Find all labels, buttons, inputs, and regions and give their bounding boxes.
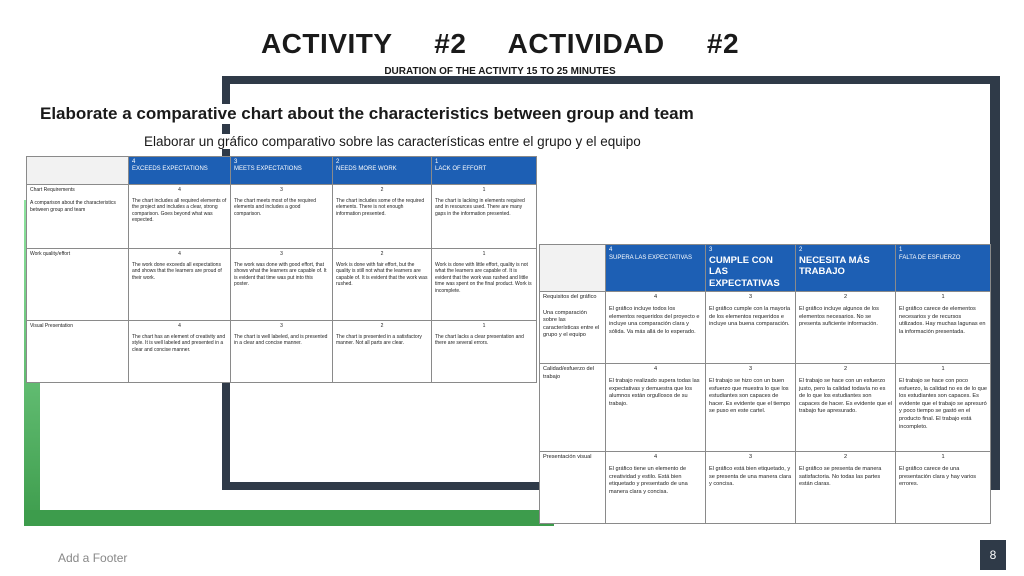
table-row: [540, 292, 991, 364]
table-header-row: [27, 157, 537, 185]
score-cell: 2 El gráfico se presenta de manera satisfactoria. No todas las partes están claras.: [796, 452, 896, 524]
instruction-english: Elaborate a comparative chart about the characteristics between group and team: [40, 104, 700, 124]
score-cell: 1 El gráfico carece de una presentación clara y hay varios errores.: [896, 452, 991, 524]
score-cell: 1 Work is done with little effort, quality is not what the learners are capable of. It is evident that the work was rushed and little time was spent on the final product. Work is incomplete.: [432, 249, 537, 321]
score-cell: 4 The chart includes all required elements of the project and includes a clear, strong comparison. Goes beyond what was expected.: [129, 185, 231, 249]
header-cell: 2 NEEDS MORE WORK: [333, 157, 432, 185]
criterion-cell: Work quality/effort: [27, 249, 129, 321]
header-cell: 4 SUPERA LAS EXPECTATIVAS: [606, 245, 706, 292]
header-cell: 3 MEETS EXPECTATIONS: [231, 157, 333, 185]
table-row: [27, 249, 537, 321]
score-cell: 3 The chart meets most of the required elements and includes a good comparison.: [231, 185, 333, 249]
score-cell: 4 The chart has an element of creativity and style. It is well labeled and presented in a clear and concise manner.: [129, 321, 231, 383]
criterion-cell: Calidad/esfuerzo del trabajo: [540, 364, 606, 452]
header-cell: 1 FALTA DE ESFUERZO: [896, 245, 991, 292]
header-cell: 1 LACK OF EFFORT: [432, 157, 537, 185]
header-cell: 2 NECESITA MÁS TRABAJO: [796, 245, 896, 292]
score-cell: 3 El gráfico está bien etiquetado, y se presenta de una manera clara y concisa.: [706, 452, 796, 524]
score-cell: 1 The chart is lacking in elements required and in resources used. There are many gaps in the information presented.: [432, 185, 537, 249]
score-cell: 3 El trabajo se hizo con un buen esfuerzo que muestra lo que los estudiantes son capaces de hacer. Es evidente que el tiempo se puso en este cartel.: [706, 364, 796, 452]
score-cell: 1 El gráfico carece de elementos necesarios y de recursos utilizados. Hay muchas lagunas en la información presentada.: [896, 292, 991, 364]
criterion-cell: Presentación visual: [540, 452, 606, 524]
score-cell: 4 El trabajo realizado supera todas las expectativas y demuestra que los alumnos están orgullosos de su trabajo.: [606, 364, 706, 452]
criterion-cell: Chart Requirements A comparison about the characteristics between group and team: [27, 185, 129, 249]
rubric-table-english: [26, 156, 537, 383]
score-cell: 2 El trabajo se hace con un esfuerzo justo, pero la calidad todavía no es de lo que los estudiantes son capaces de hacer. Es evidente que el trabajo fue apresurado.: [796, 364, 896, 452]
score-cell: 2 El gráfico incluye algunos de los elementos necesarios. No se presenta suficiente información.: [796, 292, 896, 364]
table-row: [27, 321, 537, 383]
score-cell: 2 The chart is presented in a satisfactory manner. Not all parts are clear.: [333, 321, 432, 383]
criterion-cell: Visual Presentation: [27, 321, 129, 383]
score-cell: 3 El gráfico cumple con la mayoría de los elementos requeridos e incluye una buena comparación.: [706, 292, 796, 364]
header-cell: 3 CUMPLE CON LAS EXPECTATIVAS: [706, 245, 796, 292]
header-blank-cell: [27, 157, 129, 185]
header-cell: 4 EXCEEDS EXPECTATIONS: [129, 157, 231, 185]
score-cell: 3 The chart is well labeled, and is presented in a clear and concise manner.: [231, 321, 333, 383]
page-number: 8: [980, 540, 1006, 570]
table-row: [540, 364, 991, 452]
score-cell: 2 The chart includes some of the required elements. There is not enough information presented.: [333, 185, 432, 249]
criterion-cell: Requisitos del gráfico Una comparación sobre las características entre el grupo y el equipo: [540, 292, 606, 364]
decorative-frame-green-bottom: [24, 510, 554, 526]
score-cell: 1 The chart lacks a clear presentation and there are several errors.: [432, 321, 537, 383]
score-cell: 2 Work is done with fair effort, but the quality is still not what the learners are capable of. It is evident that the work was rushed.: [333, 249, 432, 321]
instruction-spanish: Elaborar un gráfico comparativo sobre las características entre el grupo y el equipo: [144, 134, 647, 149]
table-row: [27, 185, 537, 249]
table-row: [540, 452, 991, 524]
slide-title: ACTIVITY #2 ACTIVIDAD #2: [260, 28, 740, 59]
score-cell: 4 El gráfico tiene un elemento de creatividad y estilo. Está bien etiquetado y presentado de una manera clara y concisa.: [606, 452, 706, 524]
score-cell: 4 El gráfico incluye todos los elementos requeridos del proyecto e incluye una comparación clara y sólida. Va más allá de lo esperado.: [606, 292, 706, 364]
activity-duration: DURATION OF THE ACTIVITY 15 TO 25 MINUTES: [384, 66, 616, 77]
score-cell: 1 El trabajo se hace con poco esfuerzo, la calidad no es de lo que los estudiantes son capaces. Es evidente que el trabajo se apresuró y poco tiempo se gastó en el producto final. El trabajo está incompleto.: [896, 364, 991, 452]
score-cell: 3 The work was done with good effort, that shows what the learners are capable of. It is evident that time was put into this poster.: [231, 249, 333, 321]
header-blank-cell: [540, 245, 606, 292]
score-cell: 4 The work done exceeds all expectations and shows that the learners are proud of their work.: [129, 249, 231, 321]
table-header-row: [540, 245, 991, 292]
slide-footer: Add a Footer: [58, 551, 128, 565]
rubric-table-spanish: [539, 244, 991, 524]
